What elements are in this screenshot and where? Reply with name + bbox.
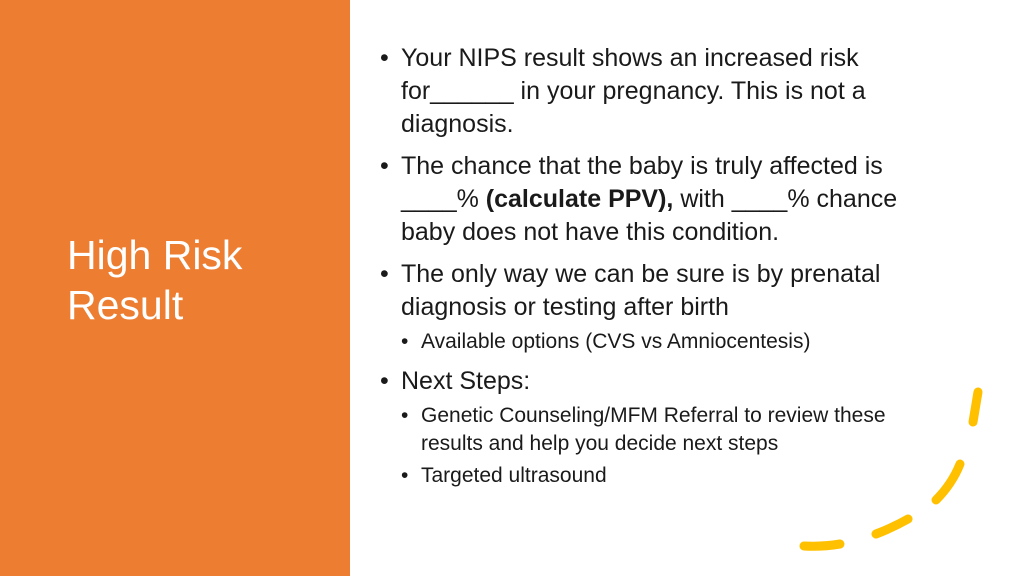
- arc-dash-1: [973, 392, 978, 422]
- bullet-dot-icon: •: [380, 44, 389, 72]
- bullet-dot-icon: •: [401, 464, 409, 487]
- bullet-dot-icon: •: [380, 152, 389, 180]
- bullet-text-suffix: with ____% chance baby does not have this condition.: [401, 185, 898, 246]
- bullet-dot-icon: •: [401, 330, 409, 353]
- title-line-1: High Risk: [67, 232, 243, 278]
- bullet-nips-result: [380, 42, 950, 141]
- arc-dash-2: [936, 464, 960, 500]
- sub-bullet-text: Targeted ultrasound: [421, 464, 607, 487]
- bullet-only-way: [380, 258, 950, 356]
- slide-title: [67, 230, 337, 330]
- sub-bullet-text: Available options (CVS vs Amniocentesis): [421, 330, 811, 353]
- title-line-2: Result: [67, 282, 184, 328]
- sub-bullet-text: Genetic Counseling/MFM Referral to review these results and help you decide next steps: [421, 404, 886, 455]
- bullet-text: Your NIPS result shows an increased risk for______ in your pregnancy. This is not a diagnosis.: [401, 44, 866, 138]
- bullet-dot-icon: •: [401, 404, 409, 427]
- dashed-arc-decoration-icon: [790, 380, 1020, 576]
- bullet-text: The only way we can be sure is by prenatal diagnosis or testing after birth: [401, 260, 881, 321]
- sub-bullet-list: [401, 328, 950, 356]
- arc-dash-4: [804, 544, 840, 546]
- bullet-dot-icon: •: [380, 367, 389, 395]
- bullet-text-blank: ____%: [401, 185, 486, 213]
- arc-dash-3: [876, 519, 908, 534]
- bullet-text: Next Steps:: [401, 367, 531, 395]
- bullet-text-bold: (calculate PPV),: [485, 185, 674, 213]
- sub-bullet-options: [401, 328, 950, 356]
- bullet-dot-icon: •: [380, 260, 389, 288]
- bullet-chance-affected: [380, 150, 950, 249]
- bullet-text-prefix: The chance that the baby is truly affected is: [401, 152, 883, 180]
- title-panel: [0, 0, 350, 576]
